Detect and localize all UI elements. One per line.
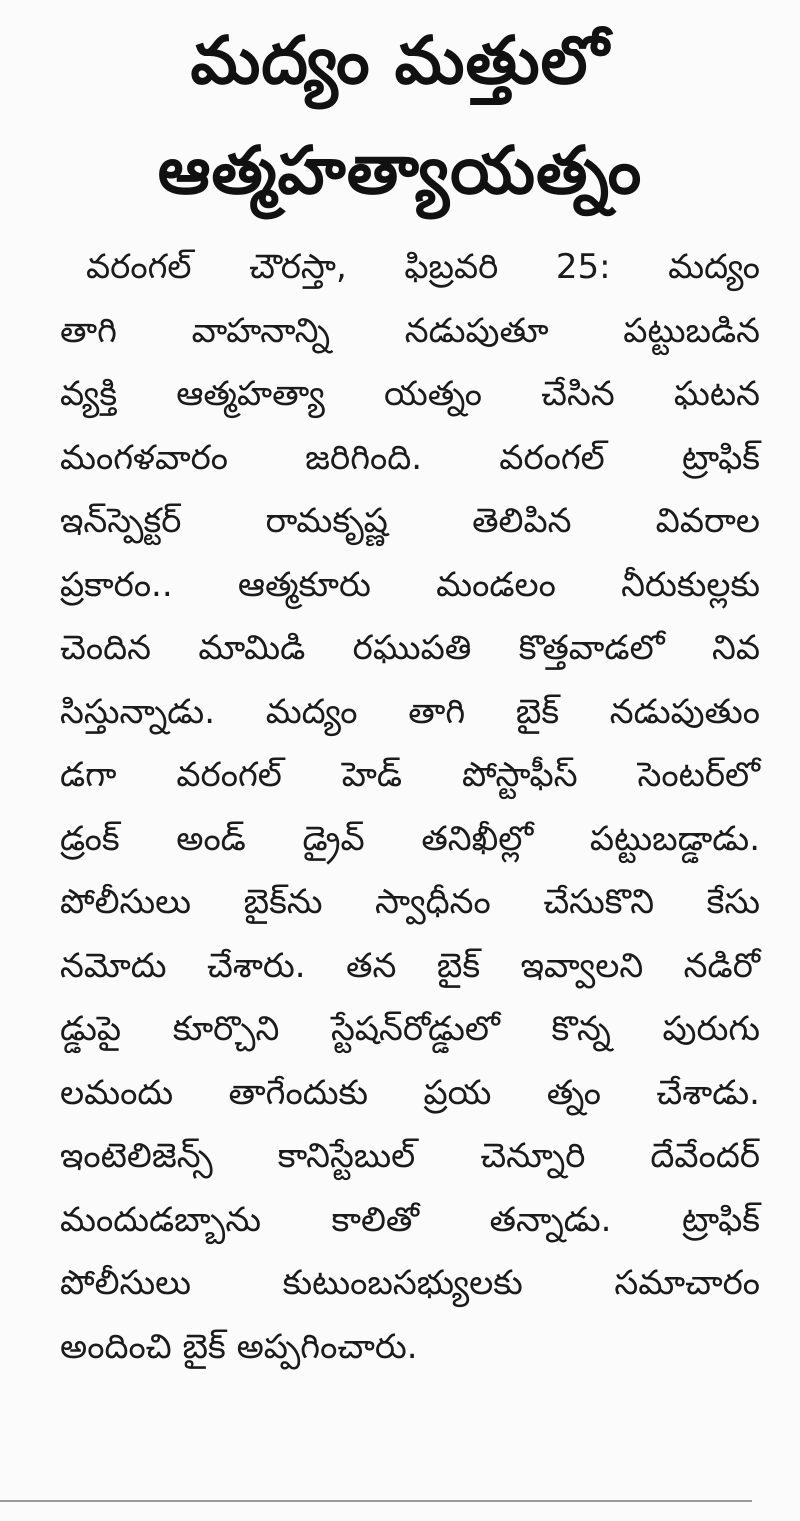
body-line: మందుడబ్బాను కాలితో తన్నాడు. ట్రాఫిక్ [60, 1199, 760, 1240]
body-line: ఇన్‌స్పెక్టర్ రామకృష్ణ తెలిపిన వివరాల [60, 501, 760, 541]
body-line: సిస్తున్నాడు. మద్యం తాగి బైక్ నడుపుతుం [60, 691, 760, 732]
body-line: డగా వరంగల్ హెడ్ పోస్టాఫీస్ సెంటర్‌లో [60, 755, 760, 795]
body-line: ప్రకారం.. ఆత్మకూరు మండలం నీరుకుల్లకు [60, 564, 760, 605]
body-line: తాగి వాహనాన్ని నడుపుతూ పట్టుబడిన [60, 310, 760, 351]
body-line: డ్రంక్ అండ్ డ్రైవ్ తనిఖీల్లో పట్టుబడ్డాడు. [60, 818, 760, 859]
body-line: డ్డుపై కూర్చొని స్టేషన్‌రోడ్డులో కొన్న పురుగు [60, 1009, 760, 1049]
body-line: మంగళవారం జరిగింది. వరంగల్ ట్రాఫిక్ [60, 437, 760, 478]
headline [0, 0, 800, 226]
body-line: ఇంటెలిజెన్స్ కానిస్టేబుల్ చెన్నూరి దేవేందర్ [60, 1136, 760, 1176]
body-line: వరంగల్ చౌరస్తా, ఫిబ్రవరి 25: మద్యం [86, 247, 760, 287]
headline-line-2: ఆత్మహత్యాయత్నం [157, 132, 643, 209]
body-line: లమందు తాగేందుకు ప్రయ త్నం చేశాడు. [60, 1072, 760, 1113]
body-line: నమోదు చేశారు. తన బైక్ ఇవ్వాలని నడిరో [60, 945, 760, 986]
body-line: అందించి బైక్ అప్పగించారు. [60, 1326, 418, 1367]
body-line: చెందిన మామిడి రఘుపతి కొత్తవాడలో నివ [60, 628, 760, 668]
body-line: వ్యక్తి ఆత్మహత్యా యత్నం చేసిన ఘటన [60, 374, 760, 414]
headline-line-1: మద్యం మత్తులో [190, 22, 610, 99]
article-body [60, 236, 760, 1379]
body-line: పోలీసులు కుటుంబసభ్యులకు సమాచారం [60, 1263, 760, 1303]
divider-rule [0, 1500, 752, 1502]
body-line: పోలీసులు బైక్‌ను స్వాధీనం చేసుకొని కేసు [60, 882, 760, 922]
